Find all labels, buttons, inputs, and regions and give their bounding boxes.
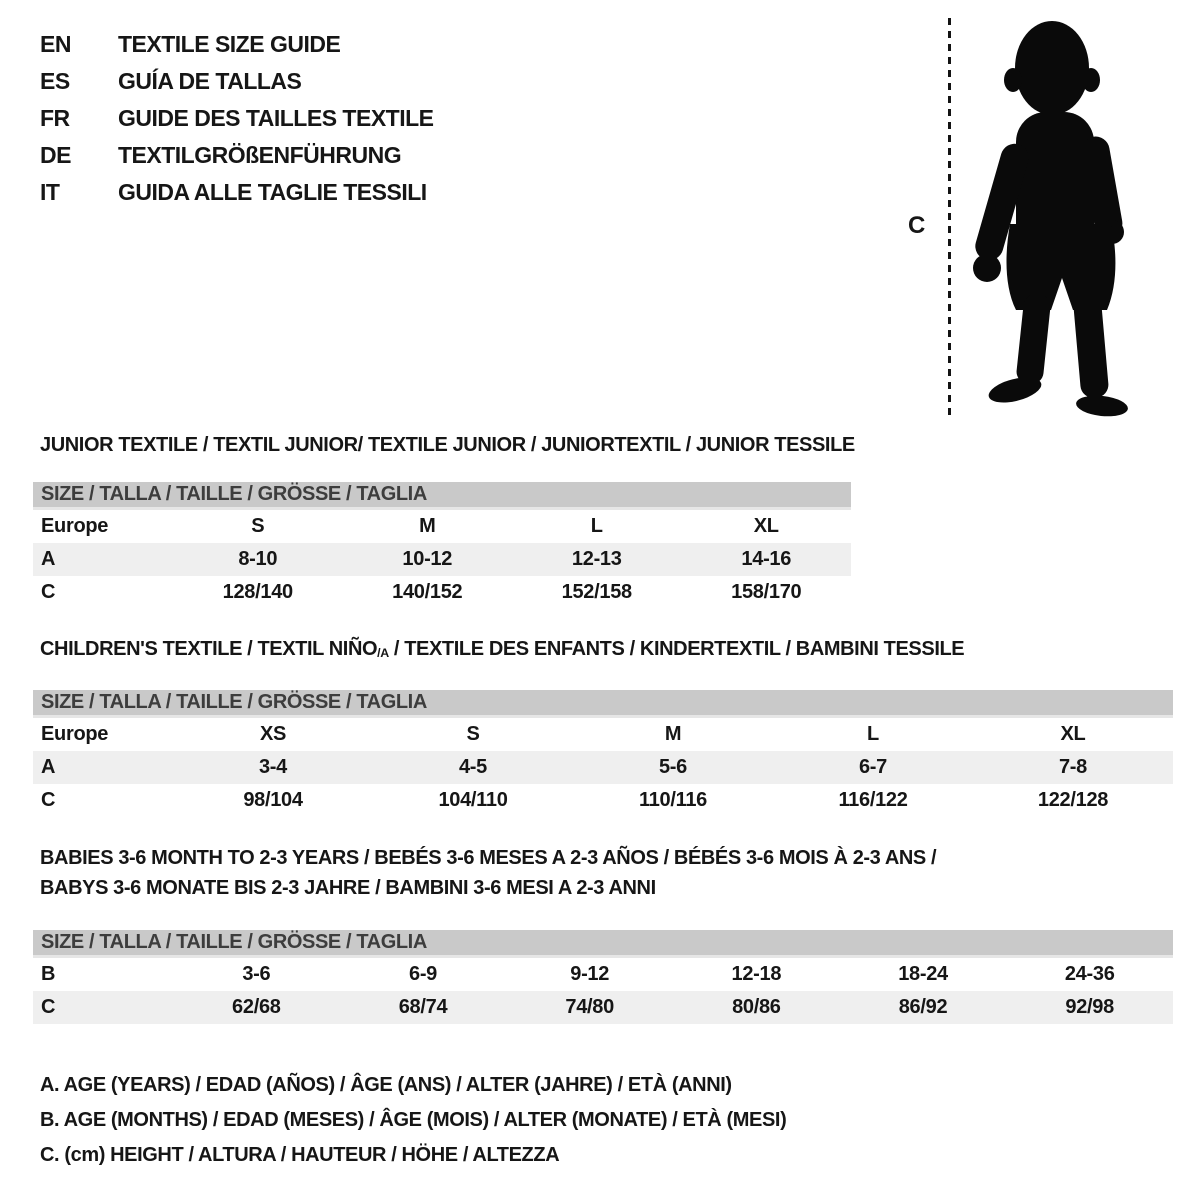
row-label: A (41, 548, 56, 570)
table-row (33, 958, 1173, 991)
language-row-fr (40, 100, 434, 137)
months-cell: 6-9 (409, 963, 438, 985)
babies-section-title (40, 843, 936, 903)
toddler-silhouette-icon (960, 16, 1142, 418)
age-cell: 14-16 (741, 548, 792, 570)
height-cell: 80/86 (732, 996, 781, 1018)
junior-size-table (33, 482, 851, 609)
height-cell: 128/140 (222, 581, 293, 603)
height-cell: 140/152 (392, 581, 463, 603)
children-section-title (40, 638, 964, 661)
children-size-header: SIZE / TALLA / TAILLE / GRÖSSE / TAGLIA (33, 690, 1173, 718)
legend-line-b: B. AGE (MONTHS) / EDAD (MESES) / ÂGE (MOIS) / ALTER (MONATE) / ETÀ (MESI) (40, 1109, 787, 1131)
row-label: C (41, 581, 56, 603)
size-cell: L (867, 723, 879, 745)
measure-legend (40, 1068, 786, 1173)
language-code: ES (40, 68, 70, 94)
children-size-table (33, 690, 1173, 817)
legend-line-c: C. (cm) HEIGHT / ALTURA / HAUTEUR / HÖHE / ALTEZZA (40, 1144, 560, 1166)
language-code: IT (40, 179, 60, 205)
months-cell: 9-12 (570, 963, 610, 985)
height-cell: 104/110 (438, 789, 508, 811)
babies-title-line2: BABYS 3-6 MONATE BIS 2-3 JAHRE / BAMBINI 3-6 MESI A 2-3 ANNI (40, 877, 656, 899)
size-cell: M (419, 515, 436, 537)
guide-title-es: GUÍA DE TALLAS (118, 68, 302, 94)
size-cell: S (466, 723, 480, 745)
legend-line-a: A. AGE (YEARS) / EDAD (AÑOS) / ÂGE (ANS) / ALTER (JAHRE) / ETÀ (ANNI) (40, 1074, 732, 1096)
row-label: Europe (41, 515, 109, 537)
height-cell: 86/92 (898, 996, 948, 1018)
age-cell: 6-7 (858, 756, 887, 778)
row-label: C (41, 789, 56, 811)
age-cell: 8-10 (238, 548, 278, 570)
row-label: Europe (41, 723, 109, 745)
children-title-subscript: /A (377, 646, 389, 661)
size-cell: S (251, 515, 265, 537)
children-title-suffix: / TEXTILE DES ENFANTS / KINDERTEXTIL / BAMBINI TESSILE (388, 638, 965, 660)
size-cell: XS (259, 723, 287, 745)
height-cell: 98/104 (243, 789, 303, 811)
months-cell: 18-24 (898, 963, 948, 985)
age-cell: 7-8 (1058, 756, 1087, 778)
height-cell: 68/74 (398, 996, 448, 1018)
row-label: B (41, 963, 56, 985)
babies-title-line1: BABIES 3-6 MONTH TO 2-3 YEARS / BEBÉS 3-6 MESES A 2-3 AÑOS / BÉBÉS 3-6 MOIS À 2-3 ANS / (40, 847, 937, 869)
language-code: DE (40, 142, 71, 168)
height-cell: 122/128 (1037, 789, 1109, 811)
junior-size-header: SIZE / TALLA / TAILLE / GRÖSSE / TAGLIA (33, 482, 851, 510)
size-cell: XL (753, 515, 779, 537)
language-row-it (40, 174, 434, 211)
size-cell: L (590, 515, 603, 537)
height-cell: 74/80 (565, 996, 614, 1018)
babies-size-table (33, 930, 1173, 1024)
age-cell: 3-4 (258, 756, 287, 778)
language-title-list (40, 26, 434, 211)
table-row (33, 718, 1173, 751)
months-cell: 12-18 (731, 963, 782, 985)
row-label: C (41, 996, 56, 1018)
months-cell: 3-6 (242, 963, 271, 985)
table-row (33, 510, 851, 543)
row-label: A (41, 756, 56, 778)
language-row-es (40, 63, 434, 100)
size-cell: XL (1060, 723, 1086, 745)
junior-section-title: JUNIOR TEXTILE / TEXTIL JUNIOR/ TEXTILE JUNIOR / JUNIORTEXTIL / JUNIOR TESSILE (40, 434, 855, 456)
age-cell: 10-12 (402, 548, 453, 570)
babies-size-header: SIZE / TALLA / TAILLE / GRÖSSE / TAGLIA (33, 930, 1173, 958)
language-row-en (40, 26, 434, 63)
height-cell: 152/158 (561, 581, 632, 603)
table-row (33, 576, 851, 609)
height-cell: 92/98 (1065, 996, 1114, 1018)
height-measure-label: C (908, 212, 926, 239)
guide-title-en: TEXTILE SIZE GUIDE (118, 31, 341, 57)
table-row (33, 543, 851, 576)
age-cell: 12-13 (571, 548, 622, 570)
height-measure-dashed-line (948, 18, 951, 416)
guide-title-it: GUIDA ALLE TAGLIE TESSILI (118, 179, 427, 205)
height-cell: 158/170 (731, 581, 802, 603)
size-cell: M (664, 723, 682, 745)
children-title-prefix: CHILDREN'S TEXTILE / TEXTIL NIÑO (40, 638, 378, 660)
language-row-de (40, 137, 434, 174)
table-row (33, 751, 1173, 784)
age-cell: 4-5 (458, 756, 487, 778)
age-cell: 5-6 (658, 756, 687, 778)
language-code: EN (40, 31, 71, 57)
height-cell: 110/116 (639, 789, 707, 811)
height-cell: 62/68 (232, 996, 281, 1018)
guide-title-fr: GUIDE DES TAILLES TEXTILE (118, 105, 434, 131)
table-row (33, 991, 1173, 1024)
guide-title-de: TEXTILGRÖßENFÜHRUNG (118, 142, 402, 168)
language-code: FR (40, 105, 70, 131)
height-cell: 116/122 (838, 789, 908, 811)
months-cell: 24-36 (1064, 963, 1115, 985)
table-row (33, 784, 1173, 817)
